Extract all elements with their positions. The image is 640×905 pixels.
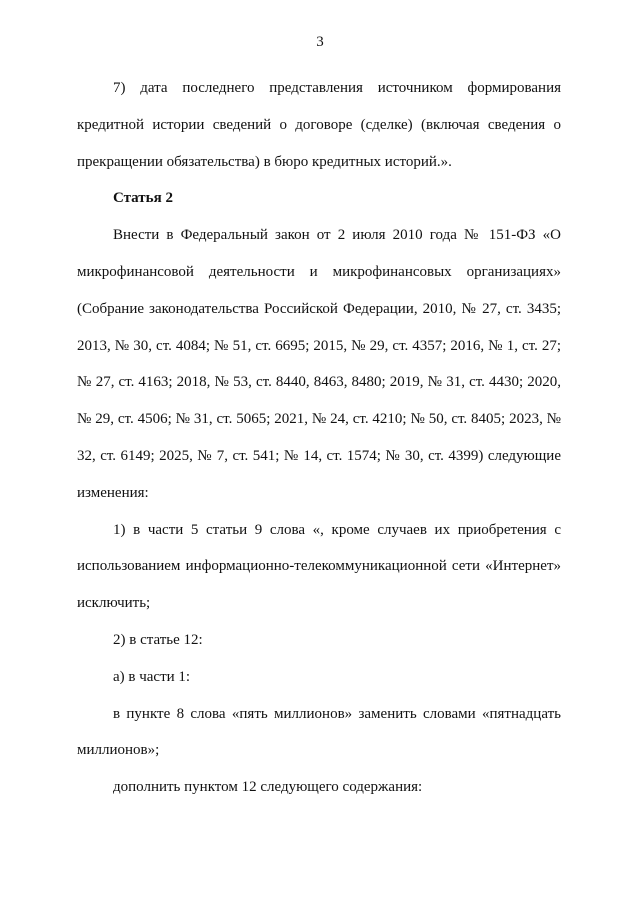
paragraph-subitem-a: а) в части 1: xyxy=(113,668,191,685)
paragraph-amendment-1: 1) в части 5 статьи 9 слова «, кроме случаев их приобретения с использованием информационно-телекоммуникационной сети «Интернет» исключить; xyxy=(77,521,561,612)
paragraph-amendment-2: 2) в статье 12: xyxy=(113,631,203,648)
paragraph-item-7-credit-history: 7) дата последнего представления источником формирования кредитной истории сведений о договоре (сделке) (включая сведения о прекращении обязательства) в бюро кредитных историй.». xyxy=(77,80,561,170)
paragraph-add-point-12: дополнить пунктом 12 следующего содержания: xyxy=(113,779,423,796)
paragraph-point-8-change: в пункте 8 слова «пять миллионов» заменить словами «пятнадцать миллионов»; xyxy=(77,705,561,759)
document-body xyxy=(77,70,561,806)
paragraph-amend-law-151: Внести в Федеральный закон от 2 июля 2010 года № 151-ФЗ «О микрофинансовой деятельности и микрофинансовых организациях» (Собрание законодательства Российской Федерации, 2010, № 27, ст. 3435; 2013, № 30, ст. 4084; № 51, ст. 6695; 2015, № 29, ст. 4357; 2016, № 1, ст. 27; № 27, ст. 4163; 2018, № 53, ст. 8440, 8463, 8480; 2019, № 31, ст. 4430; 2020, № 29, ст. 4506; № 31, ст. 5065; 2021, № 24, ст. 4210; № 50, ст. 8405; 2023, № 32, ст. 6149; 2025, № 7, ст. 541; № 14, ст. 1574; № 30, ст. 4399) следующие изменения: xyxy=(77,227,561,501)
article-heading: Статья 2 xyxy=(113,190,173,207)
page-number: 3 xyxy=(316,34,324,50)
